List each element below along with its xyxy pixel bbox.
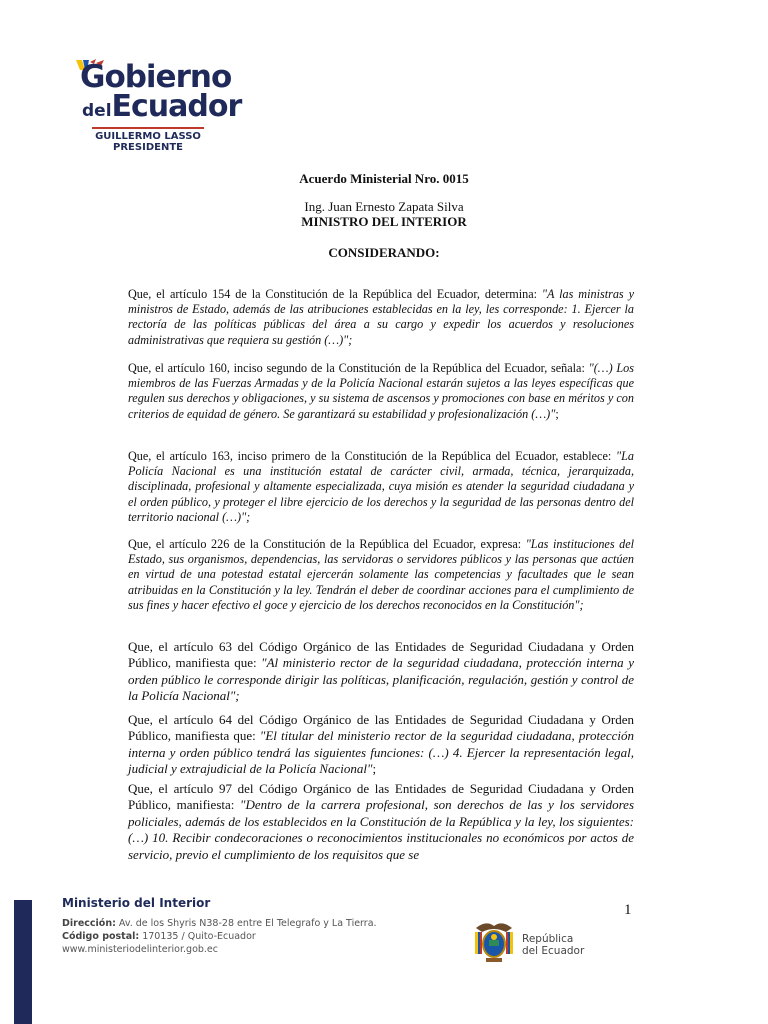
document-title: Acuerdo Ministerial Nro. 0015	[299, 171, 469, 186]
logo-del-text: del	[82, 101, 112, 121]
paragraph-quote: "El titular del ministerio rector de la seguridad ciudadana, protección interna y orden público tendrá las siguientes funciones: (…) 4. Ejercer la representación legal, judicial y extrajudicial de la Policía Nacional"	[128, 728, 634, 777]
gobierno-logo	[70, 50, 242, 153]
logo-gobierno-text: Gobierno	[80, 59, 232, 95]
paragraph-art-97	[128, 781, 634, 863]
paragraph-art-64	[128, 712, 634, 778]
footer-website[interactable]: www.ministeriodelinterior.gob.ec	[62, 944, 219, 955]
footer-address	[62, 918, 377, 929]
minister-name: Ing. Juan Ernesto Zapata Silva	[304, 199, 464, 214]
paragraph-quote: "(…) Los miembros de las Fuerzas Armadas y de la Policía Nacional estarán sujetos a las leyes específicas que regulen sus derechos y obligaciones, y su sistema de ascensos y promociones con base en méritos y con criterios de equidad de género. Se garantizará su estabilidad y profesionalización (…)"	[128, 361, 634, 421]
paragraph-lead: Que, el artículo 160, inciso segundo de la Constitución de la República del Ecuador, señala:	[128, 361, 589, 375]
paragraph-tail: ;	[555, 406, 559, 421]
paragraph-lead: Que, el artículo 154 de la Constitución de la República del Ecuador, determina:	[128, 287, 542, 301]
paragraph-quote: "A las ministras y ministros de Estado, además de las atribuciones establecidas en la ley, les corresponde: 1. Ejercer la rectoría de las políticas públicas del área a su cargo y expedir los acuerdos y resoluciones administrativas que requiera su gestión (…)";	[128, 287, 634, 347]
address-label: Dirección:	[62, 918, 116, 929]
postal-value: 170135 / Quito-Ecuador	[139, 931, 256, 942]
paragraph-lead: Que, el artículo 64 del Código Orgánico de las Entidades de Seguridad Ciudadana y Orden Público, manifiesta que:	[128, 712, 634, 744]
coat-of-arms-icon	[472, 918, 516, 966]
page-number: 1	[624, 902, 632, 918]
logo-divider	[92, 127, 204, 129]
paragraph-tail: ;	[372, 761, 377, 777]
logo-ecuador-row	[82, 89, 242, 124]
paragraph-art-160	[128, 361, 634, 422]
paragraph-art-154	[128, 287, 634, 348]
paragraph-quote: "Las instituciones del Estado, sus organismos, dependencias, las servidoras o servidores públicos y las personas que actúen en virtud de una potestad estatal ejercerán solamente las competencias y facultades que le sean atribuidas en la Constitución y la ley. Tendrán el deber de coordinar acciones para el cumplimiento de sus fines y hacer efectivo el goce y ejercicio de los derechos reconocidos en la Constitución";	[128, 537, 635, 612]
footer-accent-bar	[14, 900, 32, 1024]
president-title: PRESIDENTE	[113, 142, 183, 153]
address-value: Av. de los Shyris N38-28 entre El Telegrafo y La Tierra.	[115, 918, 377, 929]
considerando-heading: CONSIDERANDO:	[328, 245, 440, 260]
paragraph-lead: Que, el artículo 163, inciso primero de la Constitución de la República del Ecuador, establece:	[128, 449, 616, 463]
paragraph-art-226	[128, 537, 634, 613]
footer-ministry-name: Ministerio del Interior	[62, 896, 211, 910]
minister-role: MINISTRO DEL INTERIOR	[301, 214, 467, 229]
paragraph-lead: Que, el artículo 97 del Código Orgánico de las Entidades de Seguridad Ciudadana y Orden Público, manifiesta:	[128, 781, 634, 813]
paragraph-quote: "La Policía Nacional es una institución estatal de carácter civil, armada, técnica, jerarquizada, disciplinada, profesional y altamente especializada, cuya misión es atender la seguridad ciudadana y el orden público, y proteger el libre ejercicio de los derechos y la seguridad de las personas dentro del territorio nacional (…)";	[128, 449, 634, 524]
republica-line2: del Ecuador	[522, 945, 585, 957]
president-name: GUILLERMO LASSO	[95, 131, 201, 142]
paragraph-lead: Que, el artículo 63 del Código Orgánico de las Entidades de Seguridad Ciudadana y Orden Público, manifiesta que:	[128, 639, 634, 671]
postal-label: Código postal:	[62, 931, 140, 942]
paragraph-art-63	[128, 639, 634, 705]
republica-label	[522, 933, 584, 957]
page-footer	[0, 880, 768, 1024]
republica-line1: República	[522, 933, 574, 945]
logo-ecuador-text: Ecuador	[111, 89, 242, 124]
paragraph-quote: "Dentro de la carrera profesional, son derechos de las y los servidores policiales, además de los establecidos en la Constitución de la República y la ley, los siguientes: (…) 10. Recibir condecoraciones o reconocimientos institucionales no económicos por actos de servicio, previo el cumplimiento de los requisitos que se	[128, 797, 634, 862]
paragraph-lead: Que, el artículo 226 de la Constitución de la República del Ecuador, expresa:	[128, 537, 526, 551]
paragraph-art-163	[128, 449, 634, 525]
logo-president	[86, 131, 210, 153]
paragraph-quote: "Al ministerio rector de la seguridad ciudadana, protección interna y orden público le corresponde dirigir las políticas, planificación, regulación, gestión y control de la Policía Nacional";	[128, 655, 634, 704]
footer-postal	[62, 931, 256, 942]
